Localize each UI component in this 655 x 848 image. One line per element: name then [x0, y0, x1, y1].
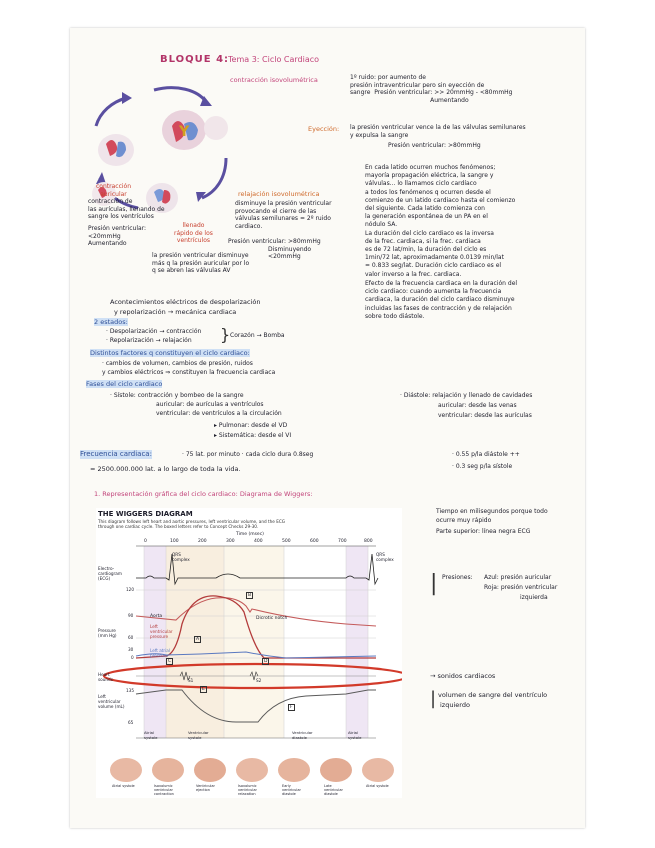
label-eyeccion: Eyección: [308, 125, 340, 133]
phase-atrial-systole-2: Atrial systole [348, 730, 362, 740]
label-la-pressure: Left atrial pressure [150, 648, 171, 658]
events-line-2: y repolarización → mecánica cardiaca [114, 308, 237, 316]
sound-s1: S1 [188, 678, 194, 683]
estado-despolarizacion: · Despolarización → contracción [106, 328, 202, 335]
factores-line-2: y cambios eléctricos ⇒ constituyen la frecuencia cardiaca [102, 369, 276, 376]
y-tick-90: 90 [128, 613, 134, 618]
sistole-line: · Sístole: contracción y bombeo de la sangre [110, 392, 244, 399]
corazon-bomba: Corazón → Bomba [230, 332, 285, 339]
annotation-tiempo: Tiempo en milisegundos porque todo [436, 508, 548, 515]
phase-atrial-systole-1: Atrial systole [144, 730, 158, 740]
annotation-volumen: volumen de sangre del ventrículo [438, 691, 548, 699]
y-tick-30: 30 [128, 647, 134, 652]
factores-line-1: · cambios de volumen, cambios de presión, ruidos [102, 360, 253, 367]
y-tick-0: 0 [131, 655, 134, 660]
brace-icon: } [220, 325, 231, 344]
heart-label-2: Isovolumic ventricular contraction [154, 784, 174, 796]
topic-subtitle: Tema 3: Ciclo Cardiaco [228, 55, 320, 64]
annotation-sonidos: → sonidos cardiacos [430, 672, 496, 680]
cycle-arrow-top [154, 88, 206, 102]
label-contraccion-auricular: contracción auricular [96, 183, 132, 198]
time-tick-800: 800 [364, 539, 373, 544]
desc-contraccion-isovolumetrica: 1º ruido: por aumento de presión intraventricular pero sin eyección de sangre Presión ventricular: >> 20mmHg - <80mmHg Aumentando [350, 74, 513, 104]
presion-eyeccion: Presión ventricular: >80mmHg [388, 142, 481, 149]
label-aorta: Aorta [150, 614, 163, 619]
annotation-superior: Parte superior: línea negra ECG [436, 528, 531, 535]
row-label-pressure: Pressure (mm Hg) [98, 628, 117, 638]
factores-title: Distintos factores q constituyen el ciclo cardiaco: [90, 349, 250, 357]
section-1-title: 1. Representación gráfica del ciclo cardiaco: Diagrama de Wiggers: [94, 490, 313, 498]
sistole-sistematica: ▸ Sistemática: desde el VI [214, 432, 292, 439]
events-line-1: Acontecimientos eléctricos de despolarización [110, 298, 261, 306]
label-qrs-1: QRS complex [172, 552, 190, 562]
diastole-auricular: auricular: desde las venas [438, 402, 517, 409]
vol-tick-65: 65 [128, 720, 134, 725]
heart-label-5: Early ventricular diastole [282, 784, 301, 796]
heart-right-icon [204, 116, 228, 140]
row-label-heart-sounds: Heart sounds [98, 672, 113, 682]
annotation-volumen-2: izquierdo [440, 701, 470, 709]
ciclo-cardiaco-definition: En cada latido ocurren muchos fenómenos; mayoría propagación eléctrica, la sangre y válvulas... lo llamamos ciclo cardíaco a todos los fenómenos q ocurren desde el comienzo de un latido cardiaco hasta el comienzo del siguiente. Cada latido comienza con la generación espontánea de un PA en el nódulo SA. La duración del ciclo cardiaco es la inversa de la frec. cardiaca, si la frec. cardiaca es de 72 lat/min, la duración del ciclo es 1min/72 lat, aproximadamente 0.0139 min/lat = 0.833 seg/lat. Duración ciclo cardiaco es el valor inverso a la frec. cardiaca. [365, 164, 516, 278]
heart-label-7: Atrial systole [366, 784, 389, 788]
heart-top-icon [162, 110, 206, 150]
heart-illustrations [110, 758, 394, 782]
annotation-presiones: Presiones: [442, 574, 473, 581]
phase-ventricular-diastole: Ventricular diastole [292, 730, 313, 740]
heart-label-6: Late ventricular diastole [324, 784, 343, 796]
volumen-bracket-icon: | [430, 688, 437, 709]
annotation-tiempo-2: ocurre muy rápido [436, 517, 492, 524]
time-tick-600: 600 [310, 539, 319, 544]
frecuencia-line-1: · 75 lat. por minuto · cada ciclo dura 0.8seg [182, 451, 314, 458]
box-letter-f: F [290, 705, 293, 710]
presion-relajacion-isovolumetrica: Presión ventricular: >80mmHg Disminuyendo <20mmHg [228, 238, 321, 260]
fases-title: Fases del ciclo cardiaco [86, 380, 163, 388]
box-letter-e: E [202, 687, 205, 692]
row-label-ecg: Electro- cardiogram (ECG) [98, 566, 122, 581]
wiggers-title: THE WIGGERS DIAGRAM [98, 510, 193, 518]
frecuencia-diastole: · 0.55 p/la diástole ++ [452, 451, 520, 458]
label-contraccion-isovolumetrica: contracción isovolumétrica [230, 76, 318, 84]
block-title: BLOQUE 4: [160, 54, 230, 65]
wiggers-diagram [96, 508, 402, 798]
heart-label-4: Isovolumic ventricular relaxation [238, 784, 257, 796]
frecuencia-title: Frecuencia cardiaca: [80, 450, 152, 458]
desc-relajacion-isovolumetrica: disminuye la presión ventricular provocando el cierre de las válvulas semilunares = 2º ruido cardiaco. [235, 200, 332, 230]
time-tick-500: 500 [282, 539, 291, 544]
svg-text:Y: Y [179, 124, 190, 140]
time-tick-700: 700 [338, 539, 347, 544]
sound-s2: S2 [256, 678, 262, 683]
notebook-page [70, 28, 585, 828]
wiggers-plot [96, 508, 402, 798]
y-tick-120: 120 [126, 587, 134, 592]
box-letter-a: A [196, 637, 200, 642]
heart-left-icon [98, 134, 134, 166]
wiggers-caption: This diagram follows left heart and aortic pressures, left ventricular volume, and the ECG through one cardiac cycle. The boxed letters refer to Concept Checks 29-30. [98, 519, 286, 529]
vol-tick-135: 135 [126, 688, 134, 693]
time-tick-0: 0 [144, 539, 147, 544]
heart-label-1: Atrial systole [112, 784, 135, 788]
label-relajacion-isovolumetrica: relajación isovolumétrica [238, 190, 320, 198]
annotation-presiones-azul: Azul: presión auricular [484, 574, 552, 581]
box-letter-c: C [168, 659, 172, 664]
diastole-ventricular: ventricular: desde las aurículas [438, 412, 532, 419]
row-label-volume: Left ventricular volume (mL) [98, 694, 125, 709]
label-qrs-2: QRS complex [376, 552, 394, 562]
efecto-frecuencia-note: Efecto de la frecuencia cardiaca en la duración del ciclo cardiaco: cuando aumenta la frecuencia cardiaca, la duración del ciclo cardiaco disminuye incluidas las fases de contracción y de relajación sobre todo diástole. [365, 280, 518, 320]
desc-contraccion-auricular: contracción de las aurículas, llenando de sangre los ventrículos [88, 198, 165, 220]
annotation-presiones-roja-2: izquierda [520, 594, 548, 601]
y-tick-60: 60 [128, 635, 134, 640]
sistole-ventricular: ventricular: de ventrículos a la circulación [156, 410, 282, 417]
estados-label: 2 estados: [94, 318, 128, 326]
label-dicrotic-notch: Dicrotic notch [256, 616, 288, 621]
desc-eyeccion: la presión ventricular vence la de las válvulas semilunares y expulsa la sangre [350, 124, 526, 139]
frecuencia-sistole: · 0.3 seg p/la sístole [452, 463, 513, 470]
heart-label-3: Ventricular ejection [196, 784, 215, 792]
estado-repolarizacion: · Repolarización → relajación [106, 337, 192, 344]
label-llenado-rapido: llenado rápido de los ventrículos [174, 222, 213, 244]
sistole-pulmonar: ▸ Pulmonar: desde el VD [214, 422, 288, 429]
desc-llenado-rapido: la presión ventricular disminuye más q la presión auricular por lo q se abren las válvulas AV [152, 252, 250, 274]
box-letter-d: D [264, 659, 268, 664]
time-tick-400: 400 [254, 539, 263, 544]
presion-contraccion-auricular: Presión ventricular: <20mmHg Aumentando [88, 225, 147, 247]
diastole-line: · Diástole: relajación y llenado de cavidades [400, 392, 533, 399]
time-tick-200: 200 [198, 539, 207, 544]
label-lv-pressure: Left ventricular pressure [150, 624, 173, 639]
presiones-bracket-icon: | [430, 571, 438, 596]
annotation-presiones-roja: Roja: presión ventricular [484, 584, 558, 591]
time-tick-100: 100 [170, 539, 179, 544]
time-axis-label: Time (msec) [236, 532, 264, 537]
time-tick-300: 300 [226, 539, 235, 544]
box-letter-b: B [248, 593, 252, 598]
frecuencia-line-2: = 2500.000.000 lat. a lo largo de toda la vida. [90, 465, 241, 473]
sistole-auricular: auricular: de aurículas a ventrículos [156, 401, 264, 408]
phase-ventricular-systole: Ventricular systole [188, 730, 209, 740]
